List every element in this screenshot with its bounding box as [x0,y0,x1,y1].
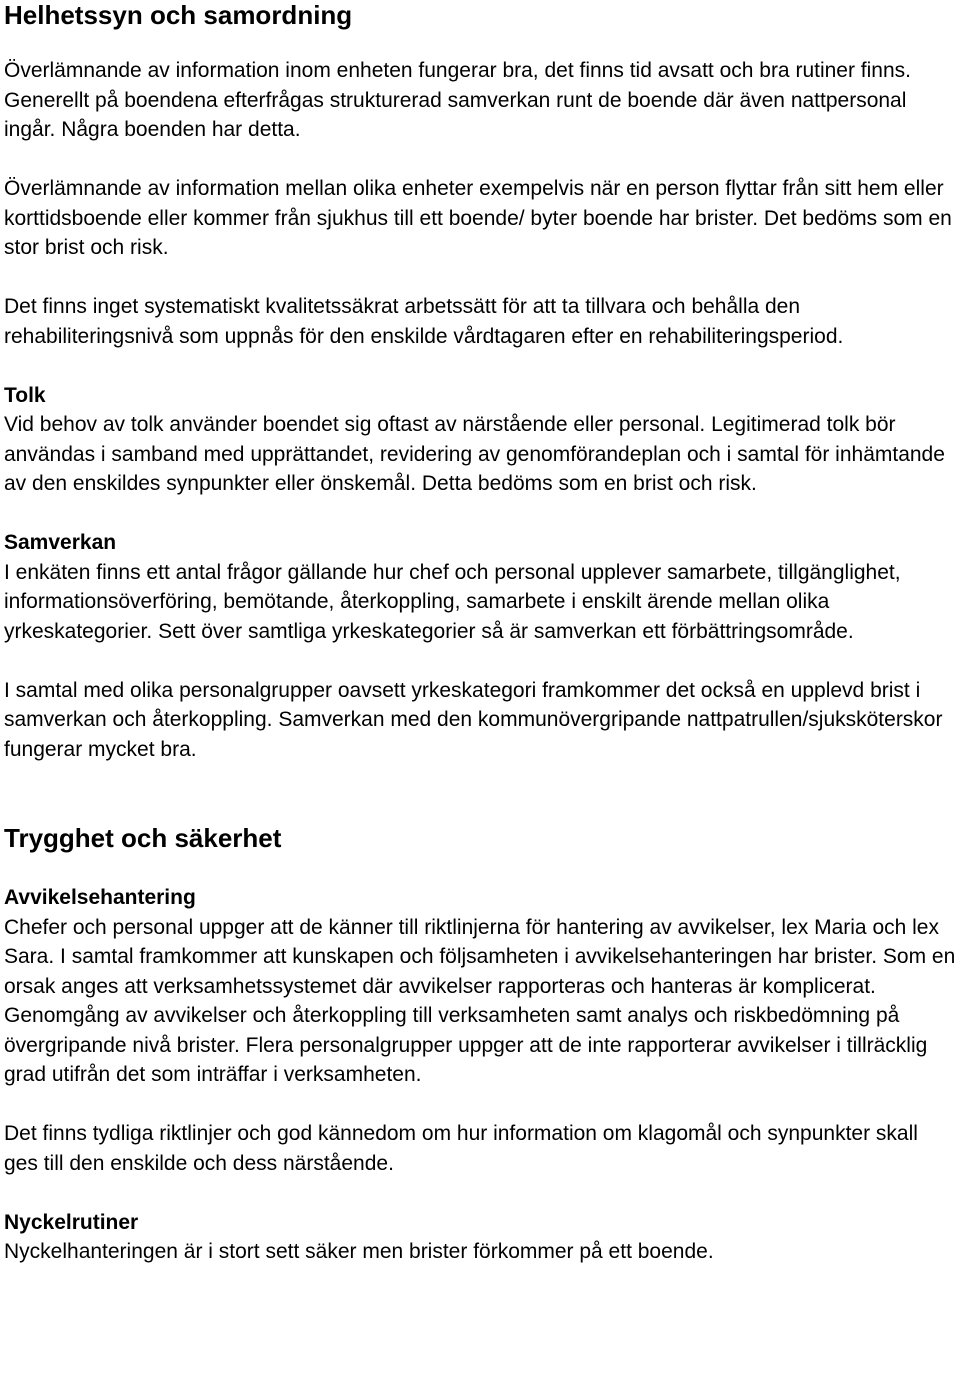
paragraph-samverkan-2: I samtal med olika personalgrupper oavsett yrkeskategori framkommer det också en upplevd brist i samverkan och återkoppling. Samverkan med den kommunövergripande nattpatrullen/sjuksköterskor fungerar mycket bra. [4,678,943,761]
spacer [4,1090,956,1120]
paragraph-helhet-2: Överlämnande av information mellan olika enheter exempelvis när en person flyttar från sitt hem eller korttidsboende eller kommer från sjukhus till ett boende/ byter boende har brister. Det bedöms som en stor brist och risk. [4,177,952,259]
spacer [4,853,956,883]
spacer [4,30,956,56]
subheading-avvikelsehantering: Avvikelsehantering [4,886,196,909]
subheading-samverkan: Samverkan [4,531,117,554]
spacer [4,263,956,293]
spacer [4,351,956,381]
spacer [4,499,956,529]
section-title-trygghet: Trygghet och säkerhet [4,823,282,853]
subheading-tolk: Tolk [4,383,46,407]
paragraph-tolk-1: Vid behov av tolk använder boendet sig oftast av närstående eller personal. Legitimerad tolk bör användas i samband med upprättandet, revidering av genomförandeplan och i samtal för inhämtande av den enskildes synpunkter eller önskemål. Detta bedöms som en brist och risk. [4,413,945,495]
section-title-helhetssyn: Helhetssyn och samordning [4,0,353,30]
paragraph-samverkan-1: I enkäten finns ett antal frågor gällande hur chef och personal upplever samarbete, tillgänglighet, informationsöverföring, bemötande, återkoppling, samarbete i enskilt ärende mellan olika yrkeskategorier. Sett över samtliga yrkeskategorier så är samverkan ett förbättringsområde. [4,560,901,643]
spacer [4,764,956,823]
subheading-nyckelrutiner: Nyckelrutiner [4,1210,139,1234]
paragraph-helhet-3: Det finns inget systematiskt kvalitetssäkrat arbetssätt för att ta tillvara och behålla den rehabiliteringsnivå som uppnås för den enskilde vårdtagaren efter en rehabiliteringsperiod. [4,295,844,348]
spacer [4,646,956,676]
paragraph-helhet-1: Överlämnande av information inom enheten fungerar bra, det finns tid avsatt och bra rutiner finns. Generellt på boendena efterfrågas strukturerad samverkan runt de boende där även nattpersonal ingår. Några boenden har detta. [4,59,911,141]
spacer [4,1178,956,1208]
paragraph-nyckel-1: Nyckelhanteringen är i stort sett säker men brister förkommer på ett boende. [4,1240,714,1263]
paragraph-avvikelse-2: Det finns tydliga riktlinjer och god kännedom om hur information om klagomål och synpunkter skall ges till den enskilde och dess närstående. [4,1122,918,1175]
spacer [4,145,956,175]
paragraph-avvikelse-1: Chefer och personal uppger att de känner till riktlinjerna för hantering av avvikelser, lex Maria och lex Sara. I samtal framkommer att kunskapen och följsamheten i avvikelsehanteringen har brister. Som en orsak anges att verksamhetssystemet där avvikelser rapporteras och hanteras är komplicerat. Genomgång av avvikelser och återkoppling till verksamheten samt analys och riskbedömning på övergripande nivå brister. Flera personalgrupper uppger att de inte rapporterar avvikelser i tillräcklig grad utifrån det som inträffar i verksamheten. [4,915,956,1086]
